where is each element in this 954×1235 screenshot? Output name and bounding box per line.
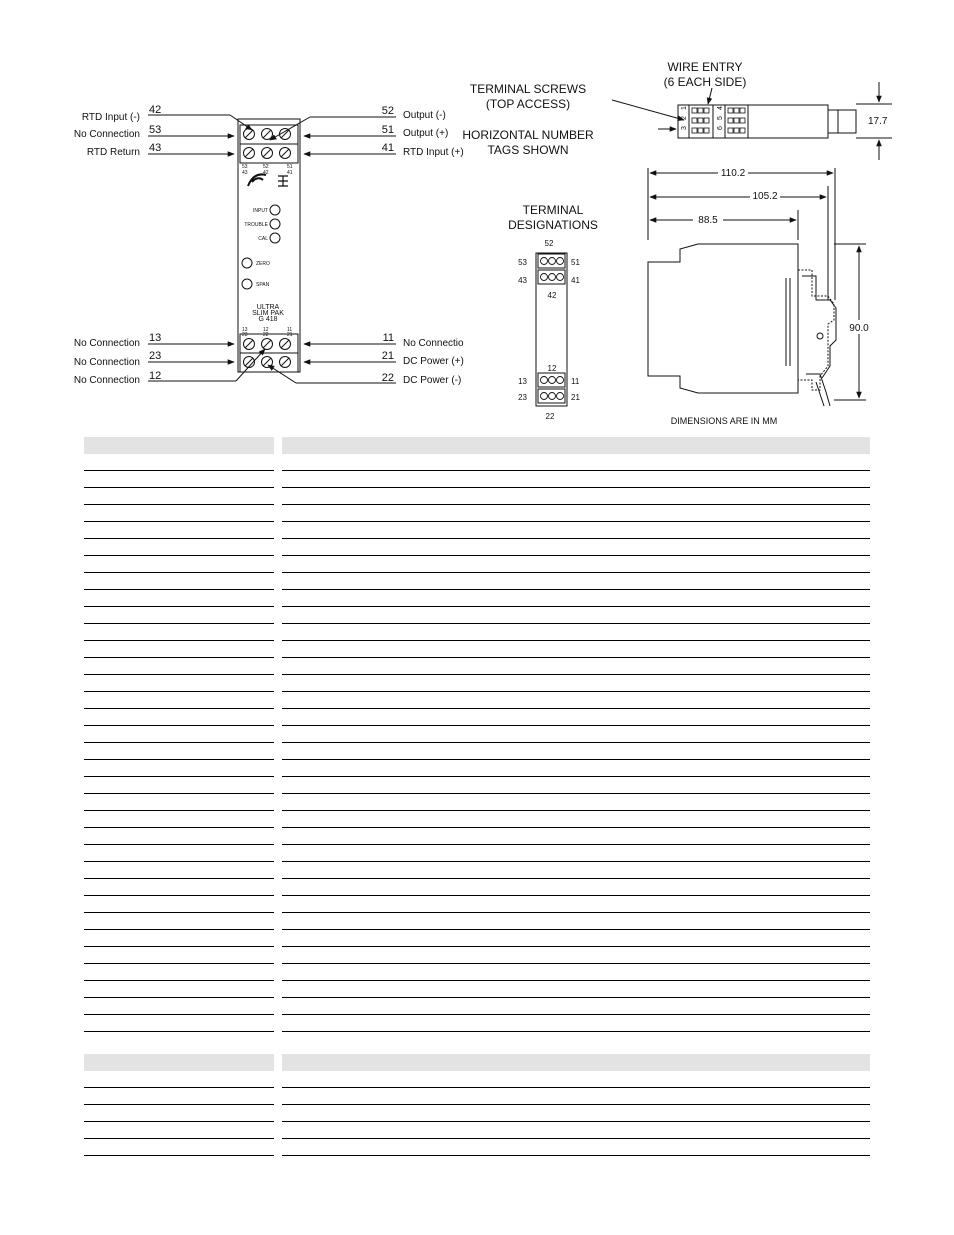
table-cell-label [84,964,274,981]
right-terminal-number: 21 [381,350,394,362]
table-cell-label [84,709,274,726]
left-wire-label: No Connection [73,129,140,140]
table-cell-value [282,1054,870,1071]
table-cell-label [84,471,274,488]
table-cell-label [84,675,274,692]
pot-label: SPAN [256,282,270,288]
left-wire-label: No Connection [73,375,140,386]
table-row [84,777,870,794]
table-cell-value [282,590,870,607]
table-cell-label [84,998,274,1015]
table-row [84,760,870,777]
module-name: SLIM PAK [252,310,284,317]
top-view-terminal-number: 6 [717,126,724,130]
td-number: 42 [547,291,557,300]
left-terminal-number: 42 [149,104,162,116]
ordering-table [84,1054,870,1156]
table-row [84,505,870,522]
table-row [84,879,870,896]
table-row [84,1015,870,1032]
led-label: TROUBLE [244,222,268,228]
terminal-designations-title: TERMINAL [522,203,584,217]
table-cell-label [84,573,274,590]
table-cell-value [282,811,870,828]
top-terminal-tag: 52 [263,164,269,170]
left-terminal-number: 13 [149,332,162,344]
table-row [84,1139,870,1156]
right-terminal-number: 52 [381,105,394,117]
table-cell-label [84,658,274,675]
table-row [84,471,870,488]
terminal-designations-diagram [536,253,567,406]
table-cell-label [84,522,274,539]
callout-label: HORIZONTAL NUMBER [462,128,594,142]
table-row [84,709,870,726]
right-terminal-number: 51 [381,124,394,136]
right-wire-label: DC Power (-) [403,375,462,386]
table-cell-label [84,1054,274,1071]
table-cell-value [282,1122,870,1139]
table-cell-label [84,828,274,845]
right-wire-label: Output (+) [403,128,449,139]
table-cell-label [84,539,274,556]
table-row [84,981,870,998]
table-cell-value [282,1105,870,1122]
dimension-88: 88.5 [698,215,718,226]
table-cell-label [84,930,274,947]
td-number: 43 [518,276,527,285]
pot-label: ZERO [256,261,270,267]
table-cell-label [84,1088,274,1105]
table-cell-value [282,777,870,794]
callout-label: WIRE ENTRY [667,60,743,74]
table-cell-value [282,488,870,505]
table-cell-value [282,437,870,454]
table-cell-value [282,862,870,879]
left-terminal-number: 53 [149,124,162,136]
top-terminal-tag: 51 [287,164,293,170]
right-terminal-number: 22 [381,372,394,384]
callout-label: (6 EACH SIDE) [663,75,747,89]
bottom-terminal-tag: 13 [242,327,248,333]
table-cell-label [84,862,274,879]
td-number: 12 [547,364,557,373]
table-cell-label [84,1071,274,1088]
td-number: 11 [571,377,580,386]
td-number: 22 [545,412,555,421]
table-row [84,488,870,505]
table-cell-value [282,998,870,1015]
top-terminal-tag: 53 [242,164,248,170]
module-name: ULTRA [256,304,280,311]
table-cell-label [84,845,274,862]
table-row [84,624,870,641]
top-terminal-tag: 42 [263,170,269,176]
td-number: 53 [518,258,527,267]
left-wire-label: No Connection [73,357,140,368]
table-cell-value [282,743,870,760]
table-row [84,1088,870,1105]
table-cell-value [282,1139,870,1156]
table-cell-value [282,1015,870,1032]
table-cell-value [282,947,870,964]
top-view-terminal-number: 5 [717,116,724,120]
top-terminal-tag: 43 [242,170,248,176]
table-cell-value [282,879,870,896]
top-terminal-tag: 41 [287,170,293,176]
td-number: 51 [571,258,580,267]
table-cell-value [282,1088,870,1105]
table-cell-label [84,1139,274,1156]
bottom-terminal-tag: 23 [242,332,248,338]
table-cell-label [84,556,274,573]
table-cell-label [84,743,274,760]
table-cell-label [84,879,274,896]
top-view-terminal-number: 1 [681,106,688,110]
table-header-row [84,1054,870,1071]
td-number: 13 [518,377,527,386]
callout-label: TAGS SHOWN [487,143,569,157]
right-wire-label: Output (-) [403,110,446,121]
led-label: CAL [258,236,268,242]
table-cell-value [282,573,870,590]
table-cell-label [84,1015,274,1032]
top-view-terminal-number: 2 [681,116,688,120]
dimension-105: 105.2 [752,191,778,202]
table-cell-value [282,658,870,675]
table-cell-value [282,556,870,573]
table-row [84,726,870,743]
callout-label: (TOP ACCESS) [485,97,571,111]
wiring-and-dimension-diagram [0,0,954,430]
table-cell-value [282,1071,870,1088]
bottom-terminal-tag: 12 [263,327,269,333]
table-cell-label [84,488,274,505]
led-label: INPUT [253,208,268,214]
table-cell-value [282,539,870,556]
table-cell-label [84,777,274,794]
table-cell-label [84,794,274,811]
table-row [84,743,870,760]
table-cell-label [84,726,274,743]
table-row [84,964,870,981]
table-row [84,1071,870,1088]
module-name: G 418 [258,316,278,323]
table-cell-label [84,981,274,998]
table-row [84,845,870,862]
table-cell-value [282,641,870,658]
top-view-terminal-number: 4 [717,106,724,110]
left-terminal-number: 23 [149,350,162,362]
right-wire-label: No Connectio [403,338,464,349]
table-row [84,947,870,964]
table-row [84,1122,870,1139]
table-cell-value [282,964,870,981]
td-number: 41 [571,276,580,285]
table-cell-label [84,454,274,471]
dimension-height: 90.0 [849,323,869,334]
table-row [84,692,870,709]
left-wire-label: RTD Return [86,147,140,158]
right-wire-label: RTD Input (+) [403,147,464,158]
dimension-thickness: 17.7 [868,116,888,127]
td-number: 21 [571,393,580,402]
table-row [84,522,870,539]
bottom-terminal-tag: 11 [287,327,293,333]
table-cell-value [282,522,870,539]
table-cell-label [84,913,274,930]
dimensions-note: DIMENSIONS ARE IN MM [670,416,778,426]
table-row [84,896,870,913]
dimension-110: 110.2 [720,168,746,179]
table-row [84,1105,870,1122]
table-row [84,454,870,471]
table-cell-label [84,1105,274,1122]
left-wire-label: No Connection [73,338,140,349]
table-cell-label [84,437,274,454]
table-cell-value [282,828,870,845]
table-row [84,590,870,607]
table-row [84,607,870,624]
right-wire-label: DC Power (+) [403,356,464,367]
table-cell-label [84,811,274,828]
right-terminal-number: 41 [381,142,394,154]
table-cell-value [282,505,870,522]
table-cell-label [84,947,274,964]
table-cell-label [84,760,274,777]
table-cell-value [282,675,870,692]
td-number: 23 [518,393,527,402]
specification-table [84,437,870,1032]
table-row [84,862,870,879]
table-row [84,828,870,845]
table-cell-value [282,896,870,913]
table-cell-value [282,709,870,726]
table-cell-label [84,590,274,607]
table-cell-label [84,505,274,522]
left-wire-label: RTD Input (-) [81,112,140,123]
table-row [84,675,870,692]
table-row [84,998,870,1015]
table-cell-value [282,930,870,947]
table-cell-value [282,454,870,471]
table-row [84,913,870,930]
table-cell-label [84,624,274,641]
table-cell-value [282,760,870,777]
table-cell-value [282,913,870,930]
table-row [84,811,870,828]
table-cell-value [282,845,870,862]
table-row [84,539,870,556]
table-cell-value [282,981,870,998]
side-view [648,168,866,406]
table-cell-value [282,624,870,641]
left-terminal-number: 12 [149,370,162,382]
table-cell-label [84,641,274,658]
table-cell-label [84,607,274,624]
terminal-designations-title: DESIGNATIONS [508,218,598,232]
table-header-row [84,437,870,454]
table-row [84,658,870,675]
table-row [84,641,870,658]
td-number: 52 [544,239,554,248]
table-row [84,930,870,947]
callout-label: TERMINAL SCREWS [469,82,587,96]
top-view-terminal-number: 3 [681,126,688,130]
bottom-terminal-tag: 22 [263,332,269,338]
left-terminal-number: 43 [149,142,162,154]
table-cell-value [282,607,870,624]
table-cell-value [282,471,870,488]
table-row [84,573,870,590]
table-cell-label [84,896,274,913]
table-cell-label [84,1122,274,1139]
table-cell-value [282,692,870,709]
table-cell-label [84,692,274,709]
table-cell-value [282,794,870,811]
dimension-labels [671,166,873,426]
bottom-terminal-tag: 21 [287,332,293,338]
table-cell-value [282,726,870,743]
table-row [84,794,870,811]
right-terminal-number: 11 [382,332,394,344]
table-row [84,556,870,573]
